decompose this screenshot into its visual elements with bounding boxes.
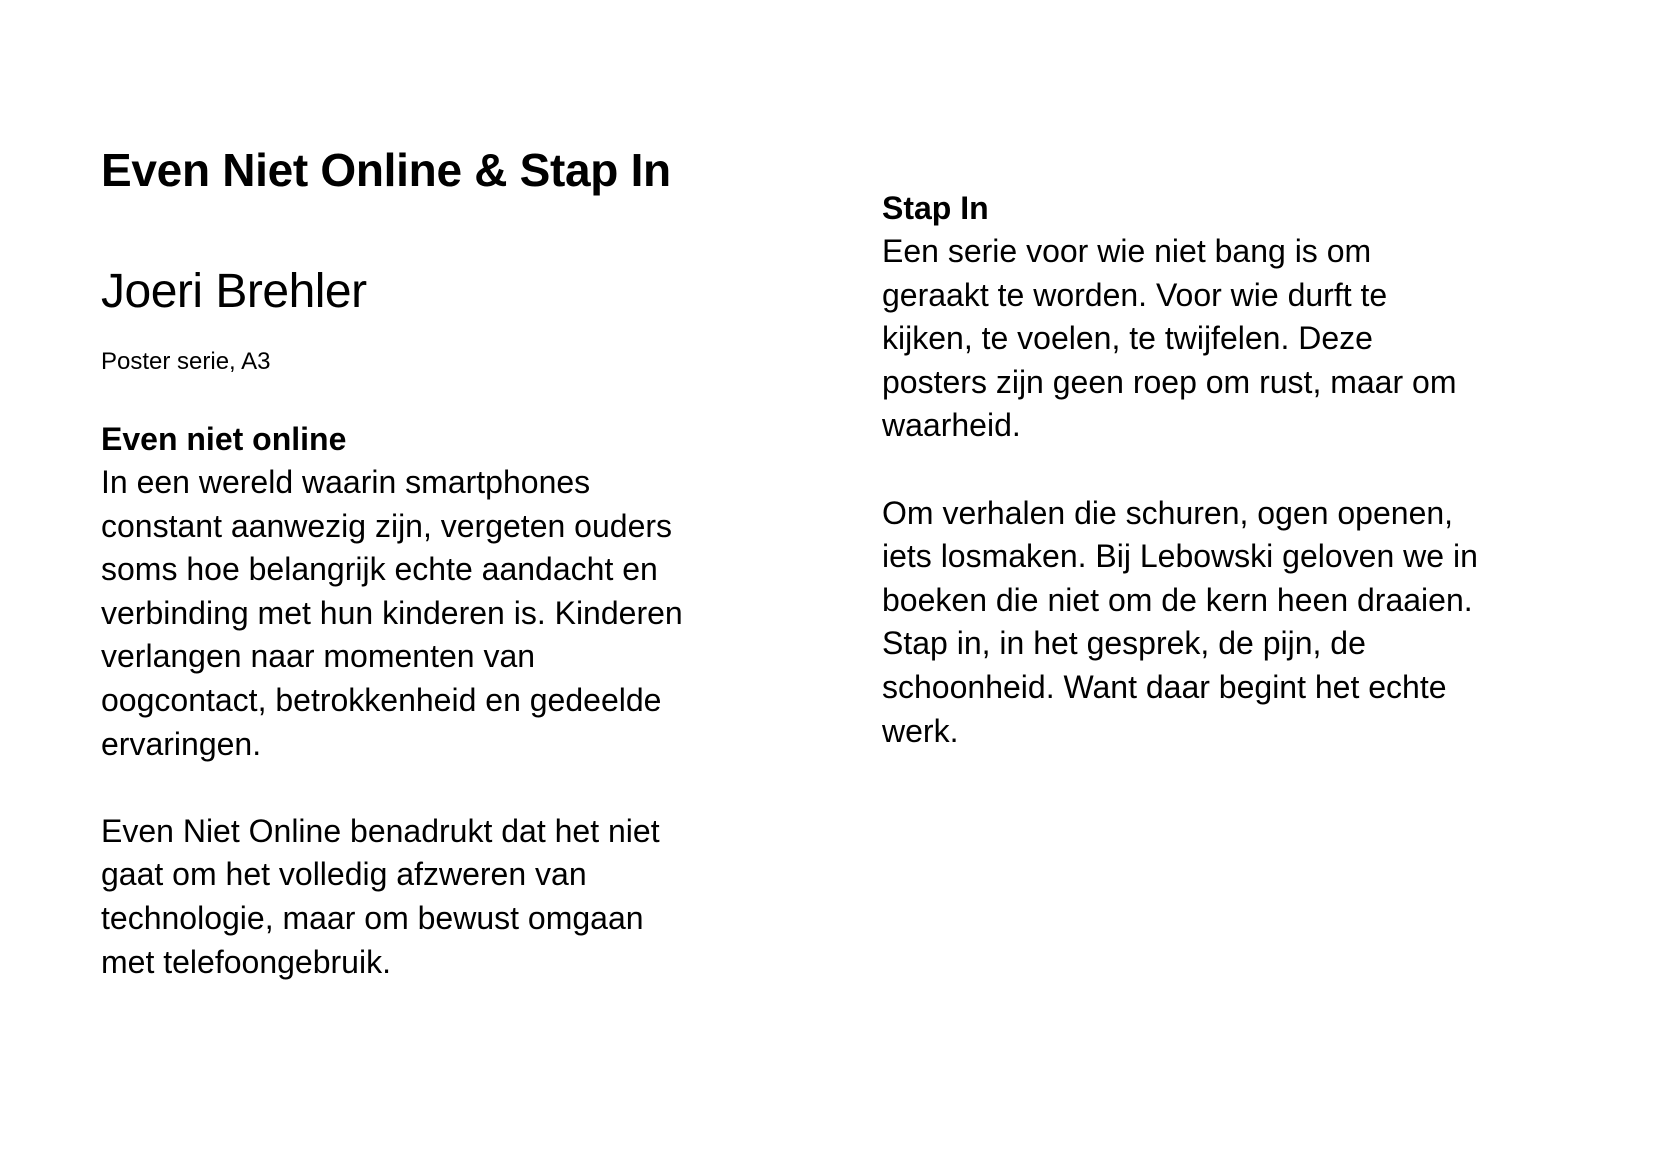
paragraph-stap-in-1: Een serie voor wie niet bang is om geraakt te worden. Voor wie durft te kijken, te voelen, te twijfelen. Deze posters zijn geen roep om rust, maar om waarheid. [882,233,1457,444]
section-heading-even-niet-online: Even niet online [101,421,347,457]
format-note: Poster serie, A3 [101,348,271,375]
paragraph-stap-in-2: Om verhalen die schuren, ogen openen, iets losmaken. Bij Lebowski geloven we in boeken die niet om de kern heen draaien. Stap in, in het gesprek, de pijn, de schoonheid. Want daar begint het echte werk. [882,494,1478,749]
paragraph-even-niet-online-2: Even Niet Online benadrukt dat het niet gaat om het volledig afzweren van technologie, maar om bewust omgaan met telefoongebruik. [101,812,660,980]
right-column [882,186,1582,753]
paragraph-even-niet-online-1: In een wereld waarin smartphones constant aanwezig zijn, vergeten ouders soms hoe belangrijk echte aandacht en verbinding met hun kinderen is. Kinderen verlangen naar momenten van oogcontact, betrokkenheid en gedeelde ervaringen. [101,464,683,762]
page-title: Even Niet Online & Stap In [101,144,671,196]
left-column [101,140,801,984]
author-name: Joeri Brehler [101,265,367,318]
section-heading-stap-in: Stap In [882,190,989,226]
